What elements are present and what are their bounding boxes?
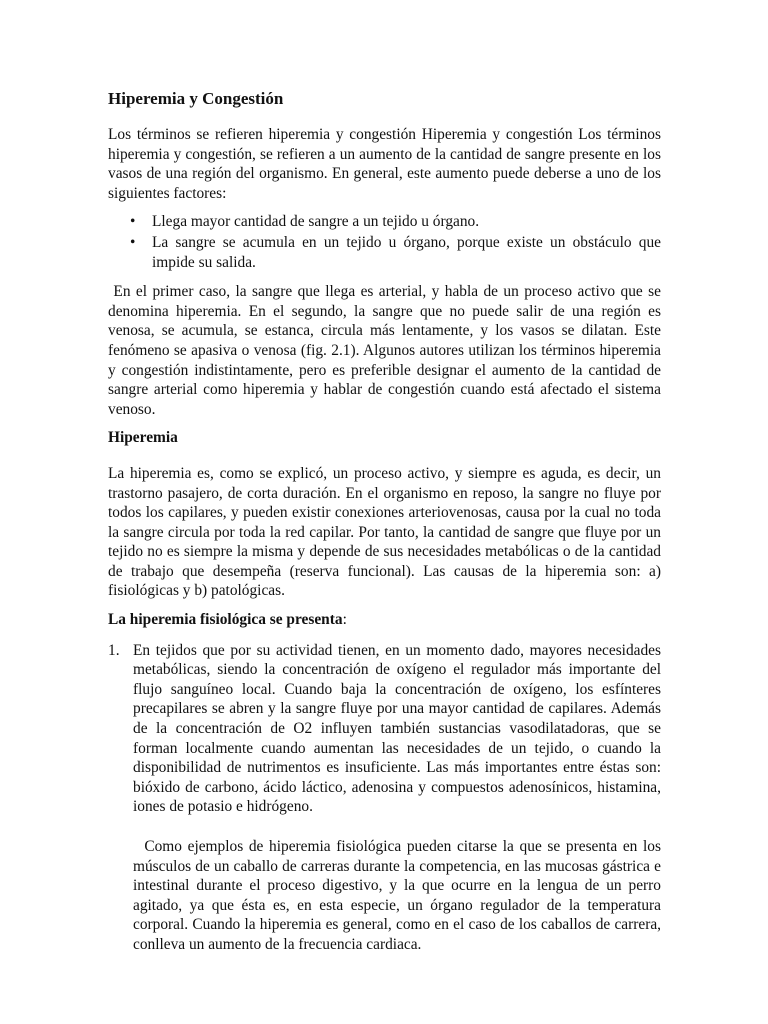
bullet-icon: • xyxy=(130,233,136,251)
document-page xyxy=(108,88,665,964)
list-item-text: La sangre se acumula en un tejido u órgano, porque existe un obstáculo que impide su salida. xyxy=(152,233,661,271)
list-item-number: 1. xyxy=(108,641,120,659)
hiperemia-paragraph: La hiperemia es, como se explicó, un proceso activo, y siempre es aguda, es decir, un trastorno pasajero, de corta duración. En el organismo en reposo, la sangre no fluye por todos los capilares, y pueden existir conexiones arteriovenosas, causa por la cual no toda la sangre circula por toda la red capilar. Por tanto, la cantidad de sangre que fluye por un tejido no es siempre la misma y depende de sus necesidades metabólicas o de la cantidad de trabajo que desempeña (reserva funcional). Las causas de la hiperemia son: a) fisiológicas y b) patológicas. xyxy=(108,464,661,600)
document-title: Hiperemia y Congestión xyxy=(108,89,284,108)
explanation-paragraph: En el primer caso, la sangre que llega es arterial, y habla de un proceso activo que se denomina hiperemia. En el segundo, la sangre que no puede salir de una región es venosa, se acumula, se estanca, circula más lentamente, y los vasos se dilatan. Este fenómeno se apasiva o venosa (fig. 2.1). Algunos autores utilizan los términos hiperemia y congestión indistintamente, pero es preferible designar el aumento de la cantidad de sangre arterial como hiperemia y hablar de congestión cuando está afectado el sistema venoso. xyxy=(108,283,665,418)
list-item xyxy=(108,233,661,272)
causes-list xyxy=(108,641,661,817)
factors-list xyxy=(108,212,661,272)
intro-paragraph: Los términos se refieren hiperemia y congestión Hiperemia y congestión Los términos hiperemia y congestión, se refieren a un aumento de la cantidad de sangre presente en los vasos de una región del organismo. En general, este aumento puede deberse a uno de los siguientes factores: xyxy=(108,126,661,202)
section-heading-colon: : xyxy=(342,611,347,629)
section-heading-hiperemia: Hiperemia xyxy=(108,429,178,447)
bullet-icon: • xyxy=(130,213,136,231)
section-heading-text: La hiperemia fisiológica se presenta xyxy=(108,611,343,629)
list-item-text: Llega mayor cantidad de sangre a un tejido u órgano. xyxy=(152,213,480,231)
list-item xyxy=(108,641,661,817)
section-heading-fisiologica xyxy=(108,610,661,630)
list-item xyxy=(108,212,661,232)
list-item-text: En tejidos que por su actividad tienen, en un momento dado, mayores necesidades metabólicas, siendo la concentración de oxígeno el regulador más importante del flujo sanguíneo local. Cuando baja la concentración de oxígeno, los esfínteres precapilares se abren y la sangre fluye por una mayor cantidad de capilares. Además de la concentración de O2 influyen también sustancias vasodilatadoras, que se forman localmente cuando aumentan las necesidades de un tejido, o cuando la disponibilidad de nutrimentos es insuficiente. Las más importantes entre éstas son: bióxido de carbono, ácido láctico, adenosina y compuestos adenosínicos, histamina, iones de potasio e hidrógeno. xyxy=(133,641,661,816)
examples-paragraph: Como ejemplos de hiperemia fisiológica pueden citarse la que se presenta en los músculos de un caballo de carreras durante la competencia, en las mucosas gástrica e intestinal durante el proceso digestivo, y la que ocurre en la lengua de un perro agitado, ya que ésta es, en esta especie, un órgano regulador de la temperatura corporal. Cuando la hiperemia es general, como en el caso de los caballos de carrera, conlleva un aumento de la frecuencia cardiaca. xyxy=(133,838,665,953)
